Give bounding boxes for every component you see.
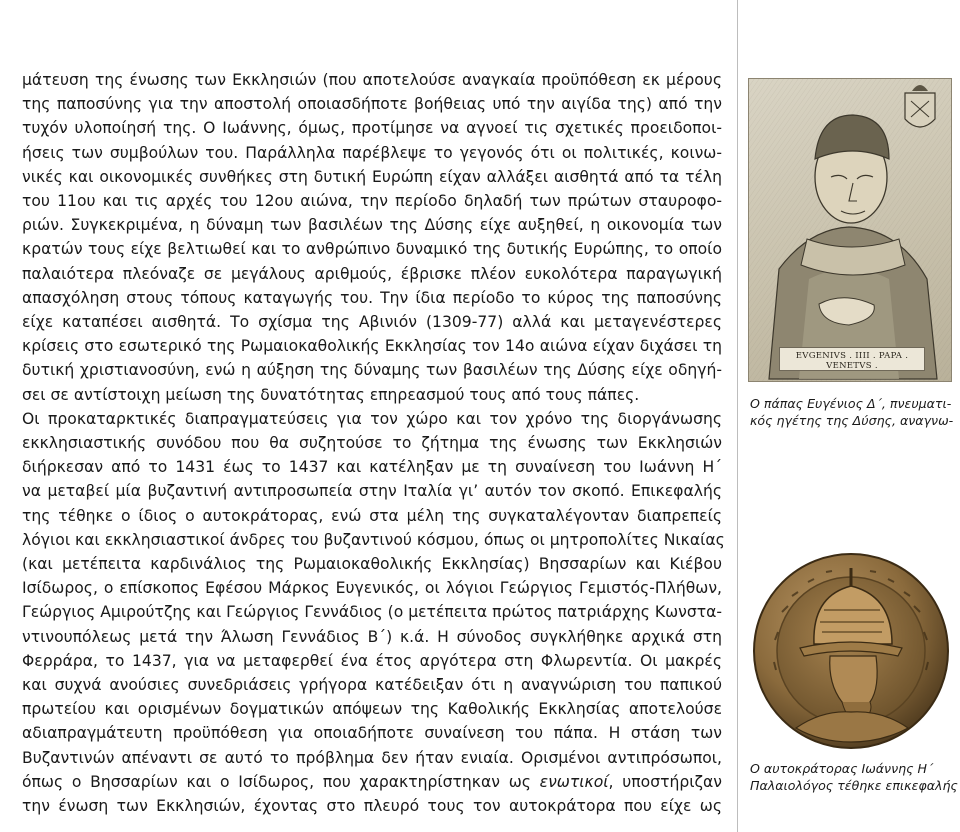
text-line-31: την ένωση των Εκκλησιών, έχοντας στο πλευρό τους τον αυτοκράτορα που είχε ως — [22, 797, 722, 816]
text-line-14: σει σε αντίστοιχη μείωση της δυνατότητας επηρεασμού τους από τους πάπες. — [22, 385, 640, 404]
main-text-column — [22, 68, 725, 818]
text-line-4: ήσεις των συμβούλων του. Παράλληλα παρέβλεψε το γεγονός ότι οι πολιτικές, κοινω- — [22, 143, 722, 162]
text-line-30-b: , υποστήριζαν — [608, 772, 722, 791]
text-line-26: και συχνά ανούσιες συνεδριάσεις γρήγορα κατέδειξαν ότι η αναγνώριση του παπικού — [22, 676, 722, 695]
text-line-1: μάτευση της ένωσης των Εκκλησιών (που αποτελούσε αναγκαία προϋπόθεση εκ μέρους — [22, 71, 722, 89]
figure-2-caption — [750, 760, 958, 794]
text-line-23: Γεώργιος Αμιρούτζης και Γεώργιος Γεννάδιος (ο μετέπειτα πρώτος πατριάρχης Κωνστα- — [22, 603, 723, 622]
text-line-27: πρωτείου και ορισμένων δογματικών απόψεων της Καθολικής Εκκλησίας αποτελούσε — [22, 700, 722, 719]
text-line-25: Φερράρα, το 1437, για να μεταφερθεί ένα έτος αργότερα στη Φλωρεντία. Οι μακρές — [22, 651, 722, 670]
text-line-29: Βυζαντινών απέναντι σε αυτό το πρόβλημα δεν ήταν ενιαία. Ορισμένοι αντιπρόσωποι, — [22, 748, 722, 767]
text-line-30-a: όπως ο Βησσαρίων και ο Ισίδωρος, που χαρακτηρίστηκαν ως — [22, 772, 540, 791]
figure-2-caption-line-1: Ο αυτοκράτορας Ιωάννης Η΄ — [750, 761, 934, 776]
text-line-5: νικές και οικονομικές συνθήκες στη δυτική Ευρώπη είχαν αλλάξει αισθητά από τα τέλη — [22, 167, 722, 186]
text-line-6: του 11ου και τις αρχές του 12ου αιώνα, την περίοδο δηλαδή των πρώτων σταυροφο- — [22, 192, 722, 211]
engraving-illustration — [749, 79, 952, 382]
column-divider — [737, 0, 738, 832]
text-line-24: ντινουπόλεως μετά την Άλωση Γεννάδιος Β΄) κ.ά. Η σύνοδος συγκλήθηκε αρχικά στη — [22, 627, 722, 646]
figure-2-caption-line-2: Παλαιολόγος τέθηκε επικεφαλής — [750, 778, 958, 793]
pope-eugene-engraving — [748, 78, 952, 382]
text-line-16: εκκλησιαστικής συνόδου που θα συζητούσε το ζήτημα της ένωσης των Εκκλησιών — [22, 434, 722, 453]
text-line-12: κρίσεις στο εσωτερικό της Ρωμαιοκαθολικής Εκκλησίας τον 14ο αιώνα είχαν διχάσει τη — [22, 337, 722, 356]
text-line-8: κρατών τους είχε βελτιωθεί και το ανθρώπινο δυναμικό της δυτικής Ευρώπης, το οποίο — [22, 240, 722, 259]
text-line-3: τυχόν υλοποίησή της. Ο Ιωάννης, όμως, προτίμησε να αγνοεί τις σχετικές προειδοποι- — [22, 119, 722, 138]
engraving-nameplate — [779, 347, 925, 371]
text-line-7: ριών. Συγκεκριμένα, η δύναμη των βασιλέων της Δύσης είχε αυξηθεί, η οικονομία των — [22, 216, 722, 235]
figure-1-caption-line-2: κός ηγέτης της Δύσης, αναγνω- — [750, 413, 954, 428]
john-viii-medal — [752, 552, 950, 750]
text-line-15: Οι προκαταρκτικές διαπραγματεύσεις για τον χώρο και τον χρόνο της διοργάνωσης — [22, 409, 722, 428]
text-line-28: αδιαπραγμάτευτη προϋπόθεση για οποιαδήποτε συναίνεση του πάπα. Η στάση των — [22, 724, 722, 743]
text-line-19: της τέθηκε ο ίδιος ο αυτοκράτορας, ενώ στα μέλη της συγκαταλέγονταν διαπρεπείς — [22, 506, 722, 525]
text-line-20: λόγιοι και εκκλησιαστικοί άνδρες του βυζαντινού κόσμου, όπως οι μητροπολίτες Νικαίας — [22, 530, 725, 549]
italic-term-enotikoi: ενωτικοί — [539, 772, 609, 791]
text-line-22: Ισίδωρος, ο επίσκοπος Εφέσου Μάρκος Ευγενικός, οι λόγιοι Γεώργιος Γεμιστός-Πλήθων, — [22, 579, 722, 598]
text-line-13: δυτική χριστιανοσύνη, ενώ η αύξηση της δύναμης των βασιλέων της Δύσης είχε οδηγή- — [22, 361, 722, 380]
nameplate-text: EVGENIVS . IIII . PAPA . VENETVS . — [795, 351, 909, 371]
figure-1-caption-line-1: Ο πάπας Ευγένιος Δ΄, πνευματι- — [750, 396, 952, 411]
text-line-18: να μεταβεί μία βυζαντινή αντιπροσωπεία στην Ιταλία γι’ αυτόν τον σκοπό. Επικεφαλής — [22, 482, 722, 501]
text-line-9: παλαιότερα πλεόναζε σε μεγάλους αριθμούς, έβρισκε πλέον ευκολότερα παραγωγική — [22, 264, 722, 283]
figure-1-caption — [750, 395, 954, 429]
medal-illustration — [752, 552, 950, 750]
text-line-2: της παποσύνης για την αποστολή οποιασδήποτε βοήθειας υπό την αιγίδα της) από την — [22, 95, 722, 114]
text-line-17: διήρκεσαν από το 1431 έως το 1437 και κατέληξαν με τη συναίνεση του Ιωάννη Η΄ — [22, 458, 722, 477]
text-line-30 — [22, 770, 722, 794]
text-line-10: απασχόληση στους τόπους καταγωγής του. Την ίδια περίοδο το κύρος της παποσύνης — [22, 288, 722, 307]
text-line-11: είχε καταπέσει αισθητά. Το σχίσμα της Αβινιόν (1309-77) αλλά και μεταγενέστερες — [22, 313, 722, 332]
text-line-21: (και μετέπειτα καρδινάλιος της Ρωμαιοκαθολικής Εκκλησίας) Βησσαρίων και Κιέβου — [22, 555, 722, 574]
